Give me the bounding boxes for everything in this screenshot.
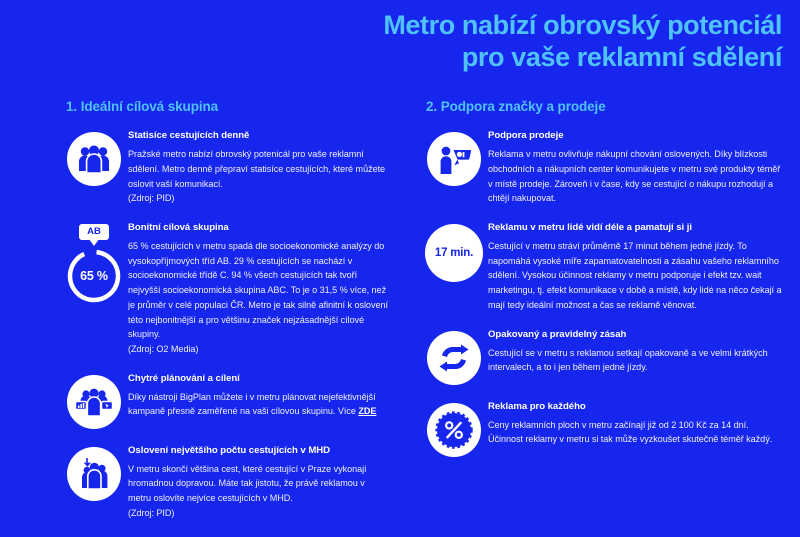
- donut-value-label: 65 %: [80, 269, 108, 284]
- people-with-metro-handle-icon: [67, 447, 121, 501]
- item-text: [488, 346, 786, 375]
- item-paragraph: Díky nástroji BigPlan můžete i v metru plánovat nejefektivnější kampaně přesně zaměřené na vaši cílovou skupinu. Více: [128, 391, 376, 417]
- item-opakovany-zasah: [420, 329, 786, 385]
- item-paragraph: Reklama v metru ovlivňuje nákupní chování oslovených. Díky blízkosti obchodních a nákupních center komunikujete v metru své produkty téměř v místě prodeje. Zároveň i v čase, kdy se cestující o nákupu rozhodují a chtějí nakupovat.: [488, 149, 781, 204]
- item-figure: [420, 401, 488, 457]
- column-heading-left: 1. Ideální cílová skupina: [66, 99, 219, 115]
- item-title: Oslovení největšího počtu cestujících v MHD: [128, 444, 331, 456]
- item-paragraph: Pražské metro nabízí obrovský potenicál pro vaše reklamní sdělení. Metro denně přepraví statisíce cestujících, které můžete oslovit vaší komunikací.: [128, 149, 386, 189]
- item-bonitni-cilova-skupina: [60, 222, 390, 357]
- item-text: [128, 239, 390, 357]
- item-statisice-cestujicich: [60, 130, 390, 206]
- item-title: Chytré plánování a cílení: [128, 372, 240, 384]
- item-title: Opakovaný a pravidelný zásah: [488, 328, 627, 340]
- item-source: (Zdroj: O2 Media): [128, 344, 199, 355]
- item-paragraph: V metru skončí většina cest, které cestující v Praze vykonají hromadnou dopravou. Máte tak jistotu, že právě reklamou v metru oslovíte nejvíce cestujících v MHD.: [128, 463, 367, 504]
- item-figure: [60, 130, 128, 186]
- item-title: Reklamu v metru lidé vidí déle a pamatují si ji: [488, 222, 692, 234]
- column-heading-right: 2. Podpora značky a prodeje: [426, 99, 606, 115]
- item-paragraph: Ceny reklamních ploch v metru začínají již od 2 100 Kč za 14 dní. Účinnost reklamy v metru si tak může vyzkoušet skutečně téměř každý.: [488, 419, 773, 445]
- item-paragraph: 65 % cestujících v metru spadá dle socioekonomické analýzy do vysokopříjmových tříd AB. 29 % cestujících se nachází v socioekonomické třídě C. 94 % všech cestujících tak tvoří nejvyšší socioekonomická skupina ABC. To je o 31,5 % více, než je průměr v celé populaci ČR. Metro je tak silně afinitní k oslovení této nejbonitnější a pro většinu značek nejzásadnější cílové skupiny.: [128, 241, 388, 340]
- item-text: [128, 462, 390, 521]
- column-brand-sales-support: [412, 99, 786, 536]
- item-body: [488, 329, 786, 375]
- item-figure: [60, 373, 128, 429]
- item-osloveni-nejvetsiho-poctu: [60, 445, 390, 521]
- item-figure: [60, 222, 128, 305]
- item-text: [488, 418, 786, 447]
- item-body: [128, 373, 390, 419]
- content-columns: [0, 99, 800, 536]
- page-header: [0, 0, 800, 73]
- column-ideal-target-group: [60, 99, 412, 536]
- item-text: [128, 147, 390, 206]
- person-with-shopping-cart-icon: [427, 132, 481, 186]
- page-title-line-2: pro vaše reklamní sdělení: [461, 41, 782, 72]
- item-figure: [420, 222, 488, 282]
- group-of-people-icon: [67, 132, 121, 186]
- item-figure: [60, 445, 128, 501]
- people-with-targeting-screens-icon: [67, 375, 121, 429]
- item-title: Statisíce cestujících denně: [128, 130, 250, 142]
- item-text: [488, 239, 786, 313]
- zde-link[interactable]: ZDE: [358, 406, 377, 417]
- item-text: [488, 147, 786, 206]
- item-paragraph: Cestující v metru stráví průměrně 17 minut během jedné jízdy. To napomáhá vysoké míře zapamatovatelnosti a zásahu vašeho reklamního sdělení. Vysokou účinnost reklamy v metru podporuje i efekt tzv. wait marketingu, tj. efekt komunikace v době a místě, kdy lidé na něco čekají a mají tedy ideální možnost a čas se reklamě věnovat.: [488, 241, 782, 310]
- donut-chart-65-percent: [60, 224, 128, 305]
- item-chytre-planovani: [60, 373, 390, 429]
- repeat-arrows-icon: [427, 331, 481, 385]
- donut-ring: [65, 247, 123, 305]
- time-badge-17-min: 17 min.: [425, 224, 483, 282]
- item-title: Reklama pro každého: [488, 400, 586, 412]
- item-body: [488, 130, 786, 206]
- item-text: [128, 390, 390, 419]
- item-body: [488, 401, 786, 447]
- item-source: (Zdroj: PID): [128, 507, 175, 518]
- page-title-line-1: Metro nabízí obrovský potenciál: [383, 10, 782, 40]
- item-body: [128, 445, 390, 521]
- item-body: [128, 130, 390, 206]
- item-figure: [420, 130, 488, 186]
- item-figure: [420, 329, 488, 385]
- item-body: [488, 222, 786, 313]
- item-reklama-pro-kazdeho: [420, 401, 786, 457]
- item-title: Bonitní cílová skupina: [128, 222, 229, 234]
- item-title: Podpora prodeje: [488, 130, 564, 142]
- percent-badge-icon: [427, 403, 481, 457]
- item-body: [128, 222, 390, 357]
- item-podpora-prodeje: [420, 130, 786, 206]
- ab-bubble-label: AB: [79, 224, 109, 240]
- page-title: [0, 10, 782, 73]
- item-paragraph: Cestující se v metru s reklamou setkají opakovaně a ve velmi krátkých intervalech, a to i jen během jedné jízdy.: [488, 347, 768, 373]
- item-source: (Zdroj: PID): [128, 193, 175, 204]
- item-reklamu-vidi-dele: [420, 222, 786, 313]
